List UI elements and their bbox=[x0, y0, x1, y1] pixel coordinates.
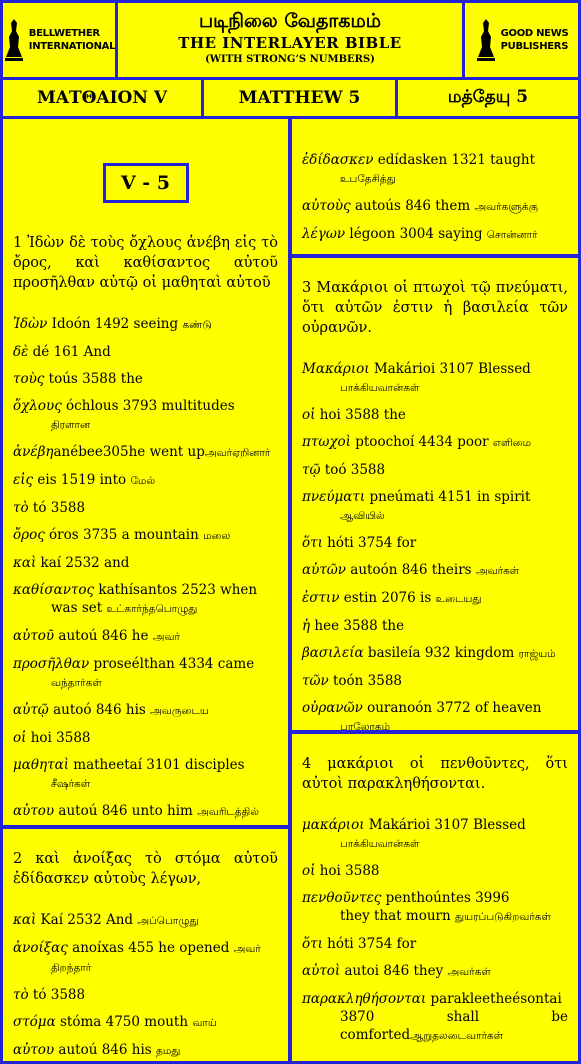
tamil-gloss: சீஷர்கள் bbox=[51, 778, 91, 790]
word-entry bbox=[302, 360, 568, 397]
verse-3-word-list bbox=[302, 360, 568, 730]
tamil-gloss: வாய் bbox=[192, 1017, 217, 1029]
word-entry bbox=[302, 488, 568, 525]
transliteration-strongs-gloss: óchlous 3793 multitudes bbox=[61, 398, 235, 414]
greek-word: πενθοῦντες bbox=[302, 890, 382, 906]
tamil-gloss: அவர்கள் bbox=[475, 565, 520, 577]
transliteration-strongs-gloss: légoon 3004 saying bbox=[345, 226, 487, 242]
transliteration-strongs-gloss: proseélthan 4334 came bbox=[89, 656, 255, 672]
tamil-gloss: பாக்கியவான்கள் bbox=[340, 838, 420, 850]
word-entry bbox=[302, 644, 568, 663]
word-entry bbox=[302, 406, 568, 424]
verse-4-word-list bbox=[302, 816, 568, 1045]
word-entry bbox=[302, 617, 568, 635]
right-logo-line2: PUBLISHERS bbox=[500, 41, 569, 52]
greek-word: οὐρανῶν bbox=[302, 700, 363, 716]
transliteration-strongs-gloss: kathísantos 2523 when bbox=[94, 582, 258, 598]
greek-word: μαθηταὶ bbox=[13, 757, 69, 773]
transliteration-strongs-gloss: ptoochoí 4434 poor bbox=[350, 434, 493, 450]
word-entry bbox=[13, 729, 278, 747]
tamil-gloss: மேல் bbox=[130, 475, 156, 487]
tamil-gloss: எளிமை bbox=[492, 437, 532, 449]
transliteration-strongs-gloss: basileía 932 kingdom bbox=[363, 645, 519, 661]
transliteration-strongs-gloss: ouranoón 3772 of heaven bbox=[362, 700, 542, 716]
transliteration-strongs-gloss: stóma 4750 mouth bbox=[55, 1014, 193, 1030]
chapter-label: V - 5 bbox=[103, 163, 189, 203]
greek-word: ὄχλους bbox=[13, 398, 62, 414]
transliteration-strongs-gloss: pneúmati 4151 in spirit bbox=[365, 489, 531, 505]
greek-word: αὐτῶν bbox=[302, 562, 347, 578]
word-entry bbox=[13, 370, 278, 388]
book-tamil: மத்தேயு 5 bbox=[398, 80, 578, 116]
gloss-continuation: 3870 shall be comforted bbox=[340, 1009, 568, 1043]
greek-word: εἰς bbox=[13, 472, 34, 488]
left-column-verse1 bbox=[3, 119, 288, 825]
publisher-logo-left bbox=[3, 3, 115, 77]
word-entry bbox=[13, 499, 278, 517]
transliteration-strongs-gloss: toó 3588 bbox=[320, 462, 386, 478]
tamil-gloss: தமது bbox=[156, 1045, 181, 1057]
word-entry bbox=[13, 1013, 278, 1032]
greek-word: αὐτου bbox=[13, 803, 55, 819]
greek-word: πτωχοὶ bbox=[302, 434, 351, 450]
left-logo-line1: BELLWETHER bbox=[28, 28, 100, 39]
transliteration-strongs-gloss: autoú 846 he bbox=[54, 628, 153, 644]
transliteration-strongs-gloss: autoú 846 his bbox=[54, 1042, 157, 1058]
tamil-gloss: அவருடைய bbox=[150, 705, 209, 717]
tamil-gloss: பரலோகம் bbox=[340, 721, 391, 730]
word-entry bbox=[302, 225, 568, 244]
tamil-gloss: அவர் bbox=[152, 631, 180, 643]
right-column-verse4 bbox=[292, 734, 578, 1061]
word-entry bbox=[13, 939, 278, 977]
tamil-gloss: உபதேசித்து bbox=[340, 173, 396, 185]
tamil-gloss: உடையது bbox=[435, 593, 482, 605]
transliteration-strongs-gloss: penthoúntes 3996 bbox=[381, 890, 510, 906]
bellwether-logo-icon bbox=[3, 17, 25, 63]
greek-word: προσῆλθαν bbox=[13, 656, 90, 672]
tamil-gloss: அவர்கள் bbox=[447, 966, 491, 978]
tamil-gloss: சொன்னார் bbox=[486, 229, 538, 241]
transliteration-strongs-gloss: matheetaí 3101 disciples bbox=[68, 757, 245, 773]
transliteration-strongs-gloss: anébee305he went up bbox=[53, 444, 205, 460]
greek-word: οἱ bbox=[302, 863, 316, 879]
title-block bbox=[118, 3, 462, 77]
word-entry bbox=[13, 581, 278, 618]
transliteration-strongs-gloss: hee 3588 the bbox=[310, 618, 405, 634]
word-entry bbox=[302, 699, 568, 730]
word-entry bbox=[13, 343, 278, 361]
verse-1-word-list bbox=[13, 315, 278, 821]
tamil-gloss: ராஜ்யம் bbox=[518, 648, 556, 660]
transliteration-strongs-gloss: Kaí 2532 And bbox=[36, 912, 138, 928]
word-entry bbox=[13, 471, 278, 490]
word-entry bbox=[13, 756, 278, 793]
book-english: MATTHEW 5 bbox=[204, 80, 395, 116]
verse-2-word-list bbox=[13, 911, 278, 1060]
title-english: THE INTERLAYER BIBLE bbox=[178, 34, 402, 52]
greek-word: στόμα bbox=[13, 1014, 56, 1030]
publisher-logo-right bbox=[465, 3, 578, 77]
book-greek: ΜΑΤΘΑΙΟΝ V bbox=[3, 80, 201, 116]
word-entry bbox=[13, 655, 278, 692]
word-entry bbox=[302, 889, 568, 926]
right-logo-line1: GOOD NEWS bbox=[500, 28, 569, 39]
greek-word: παρακληθήσονται bbox=[302, 991, 427, 1007]
word-entry bbox=[13, 627, 278, 646]
word-entry bbox=[13, 554, 278, 572]
greek-word: ἐδίδασκεν bbox=[302, 152, 374, 168]
right-column-top bbox=[292, 119, 578, 254]
tamil-gloss: ஆவியில் bbox=[340, 510, 385, 522]
greek-word: αὐτῷ bbox=[13, 702, 49, 718]
word-entry bbox=[13, 315, 278, 334]
title-tamil: படிநிலை வேதாகமம் bbox=[198, 10, 382, 32]
left-column-verse2 bbox=[3, 829, 288, 1061]
transliteration-strongs-gloss: tó 3588 bbox=[28, 987, 86, 1003]
transliteration-strongs-gloss: Idoón 1492 seeing bbox=[47, 316, 183, 332]
tamil-gloss: கண்டு bbox=[182, 319, 212, 331]
word-entry bbox=[13, 397, 278, 434]
word-entry bbox=[13, 911, 278, 930]
word-entry bbox=[302, 816, 568, 853]
transliteration-strongs-gloss: óros 3735 a mountain bbox=[44, 527, 204, 543]
greek-word: αὐτου bbox=[13, 1042, 55, 1058]
greek-word: ἀνοίξας bbox=[13, 940, 68, 956]
greek-word: καθίσαντος bbox=[13, 582, 95, 598]
greek-word: ἡ bbox=[302, 618, 311, 634]
word-entry bbox=[302, 461, 568, 479]
tamil-gloss: துயரப்படுகிறவர்கள் bbox=[454, 911, 551, 923]
greek-word: ἐστιν bbox=[302, 590, 340, 606]
transliteration-strongs-gloss: kaí 2532 and bbox=[36, 555, 130, 571]
word-entry bbox=[13, 802, 278, 821]
greek-word: βασιλεία bbox=[302, 645, 364, 661]
word-entry bbox=[302, 990, 568, 1045]
tamil-gloss: அவரிடத்தில் bbox=[197, 806, 259, 818]
verse-2-word-list-continued bbox=[302, 151, 568, 244]
transliteration-strongs-gloss: parakleetheésontai bbox=[426, 991, 562, 1007]
word-entry bbox=[302, 197, 568, 216]
transliteration-strongs-gloss: Makárioi 3107 Blessed bbox=[364, 817, 526, 833]
tamil-gloss: வந்தார்கள் bbox=[51, 677, 102, 689]
transliteration-strongs-gloss: autoús 846 them bbox=[350, 198, 475, 214]
word-entry bbox=[13, 986, 278, 1004]
verse-1-text: 1 Ἰδὼν δὲ τοὺς ὄχλους ἀνέβη εἰς τὸ ὄρος, καὶ καθίσαντος αὐτοῦ προσῆλθαν αὐτῷ οἱ μαθηταὶ αὐτοῦ bbox=[13, 235, 278, 291]
word-entry bbox=[302, 589, 568, 608]
transliteration-strongs-gloss: estin 2076 is bbox=[339, 590, 436, 606]
greek-word: Μακάριοι bbox=[302, 361, 370, 377]
left-logo-line2: INTERNATIONAL bbox=[28, 41, 115, 52]
word-entry bbox=[302, 672, 568, 690]
transliteration-strongs-gloss: hóti 3754 for bbox=[322, 535, 417, 551]
word-entry bbox=[302, 534, 568, 552]
greek-word: τῷ bbox=[302, 462, 321, 478]
transliteration-strongs-gloss: autoi 846 they bbox=[340, 963, 448, 979]
word-entry bbox=[302, 962, 568, 981]
verse-3-text: 3 Μακάριοι οἱ πτωχοὶ τῷ πνεύματι, ὅτι αὐτῶν ἐστιν ἡ βασιλεία τῶν οὐρανῶν. bbox=[302, 280, 568, 336]
transliteration-strongs-gloss: dé 161 And bbox=[28, 344, 111, 360]
transliteration-strongs-gloss: tó 3588 bbox=[28, 500, 86, 516]
greek-word: καὶ bbox=[13, 912, 37, 928]
tamil-gloss: மலை bbox=[203, 530, 231, 542]
greek-word: λέγων bbox=[302, 226, 346, 242]
word-entry bbox=[302, 561, 568, 580]
transliteration-strongs-gloss: anoíxas 455 he opened bbox=[67, 940, 234, 956]
tamil-gloss: திறந்தார் bbox=[51, 962, 92, 974]
transliteration-strongs-gloss: toús 3588 the bbox=[44, 371, 143, 387]
greek-word: οἱ bbox=[302, 407, 316, 423]
tamil-gloss: அப்பொழுது bbox=[137, 915, 199, 927]
greek-word: δὲ bbox=[13, 344, 29, 360]
tamil-gloss: ஆறுதலடைவார்கள் bbox=[410, 1030, 504, 1042]
transliteration-strongs-gloss: hoi 3588 bbox=[315, 863, 380, 879]
greek-word: τὸ bbox=[13, 500, 29, 516]
word-entry bbox=[302, 862, 568, 880]
tamil-gloss: உட்கார்ந்தபொழுது bbox=[106, 603, 198, 615]
transliteration-strongs-gloss: autoón 846 theirs bbox=[346, 562, 476, 578]
greek-word: ἀνέβη bbox=[13, 444, 54, 460]
gloss-continuation: was set bbox=[51, 600, 107, 616]
greek-word: πνεύματι bbox=[302, 489, 366, 505]
greek-word: τῶν bbox=[302, 673, 329, 689]
greek-word: ὄρος bbox=[13, 527, 45, 543]
transliteration-strongs-gloss: edídasken 1321 taught bbox=[373, 152, 536, 168]
word-entry bbox=[13, 701, 278, 720]
greek-word: τοὺς bbox=[13, 371, 45, 387]
greek-word: Ἰδὼν bbox=[13, 316, 48, 332]
title-subtitle: (WITH STRONG’S NUMBERS) bbox=[205, 54, 375, 65]
transliteration-strongs-gloss: hóti 3754 for bbox=[322, 936, 417, 952]
transliteration-strongs-gloss: toón 3588 bbox=[328, 673, 403, 689]
transliteration-strongs-gloss: autoó 846 his bbox=[48, 702, 151, 718]
greek-word: αὐτοὶ bbox=[302, 963, 341, 979]
tamil-gloss: பாக்கியவான்கள் bbox=[340, 382, 420, 394]
gloss-continuation: they that mourn bbox=[340, 908, 455, 924]
good-news-logo-icon bbox=[475, 17, 497, 63]
tamil-gloss: அவர்களுக்கு bbox=[474, 201, 538, 213]
verse-2-text: 2 καὶ ἀνοίξας τὸ στόμα αὐτοῦ ἐδίδασκεν αὐτοὺς λέγων, bbox=[13, 851, 278, 887]
tamil-gloss: அவர்ஏறினார் bbox=[204, 447, 271, 459]
greek-word: αὐτοὺς bbox=[302, 198, 351, 214]
greek-word: καὶ bbox=[13, 555, 37, 571]
word-entry bbox=[13, 1041, 278, 1060]
tamil-gloss: அவர் bbox=[233, 943, 261, 955]
transliteration-strongs-gloss: hoi 3588 the bbox=[315, 407, 406, 423]
word-entry bbox=[302, 935, 568, 953]
right-column-verse3 bbox=[292, 258, 578, 730]
greek-word: ὅτι bbox=[302, 535, 323, 551]
transliteration-strongs-gloss: eis 1519 into bbox=[33, 472, 131, 488]
greek-word: ὅτι bbox=[302, 936, 323, 952]
greek-word: οἱ bbox=[13, 730, 27, 746]
greek-word: τὸ bbox=[13, 987, 29, 1003]
transliteration-strongs-gloss: Makárioi 3107 Blessed bbox=[369, 361, 531, 377]
word-entry bbox=[13, 526, 278, 545]
word-entry bbox=[302, 433, 568, 452]
transliteration-strongs-gloss: autoú 846 unto him bbox=[54, 803, 198, 819]
tamil-gloss: திரளான bbox=[51, 419, 91, 431]
word-entry bbox=[302, 151, 568, 188]
greek-word: αὐτοῦ bbox=[13, 628, 55, 644]
transliteration-strongs-gloss: hoi 3588 bbox=[26, 730, 91, 746]
greek-word: μακάριοι bbox=[302, 817, 365, 833]
word-entry bbox=[13, 443, 278, 462]
verse-4-text: 4 μακάριοι οἱ πενθοῦντες, ὅτι αὐτοὶ παρακληθήσονται. bbox=[302, 756, 568, 792]
